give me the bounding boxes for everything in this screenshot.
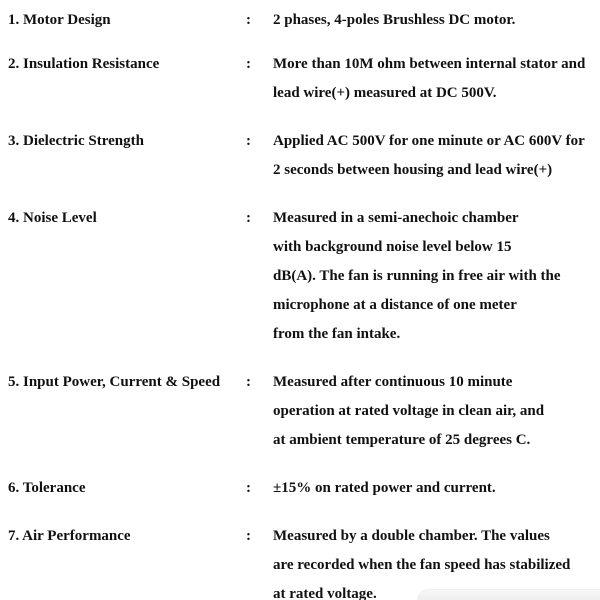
spec-line: with background noise level below 15	[273, 239, 512, 255]
spec-colon-separator: :	[246, 210, 251, 226]
spec-value	[273, 6, 600, 35]
spec-label: 4. Noise Level	[8, 210, 97, 226]
spec-value	[273, 127, 600, 185]
spec-colon-separator: :	[246, 374, 251, 390]
spec-colon-separator: :	[246, 56, 251, 72]
spec-label: 5. Input Power, Current & Speed	[8, 374, 221, 390]
clipped-tooltip-fragment	[417, 589, 600, 600]
spec-row	[8, 474, 600, 503]
spec-colon-separator: :	[246, 133, 251, 149]
spec-colon-separator: :	[246, 480, 251, 496]
spec-line: ±15% on rated power and current.	[273, 480, 496, 496]
spec-value	[273, 474, 600, 503]
spec-line: from the fan intake.	[273, 326, 401, 342]
spec-value	[273, 204, 600, 349]
spec-line: operation at rated voltage in clean air, and	[273, 403, 545, 419]
spec-row	[8, 127, 600, 185]
spec-row	[8, 6, 600, 35]
spec-line: Measured after continuous 10 minute	[273, 374, 513, 390]
spec-line: microphone at a distance of one meter	[273, 297, 517, 313]
spec-row	[8, 368, 600, 455]
spec-line: Applied AC 500V for one minute or AC 600V for	[273, 133, 585, 149]
spec-row	[8, 50, 600, 108]
spec-colon-separator: :	[246, 12, 251, 28]
spec-line: at ambient temperature of 25 degrees C.	[273, 432, 531, 448]
spec-line: dB(A). The fan is running in free air with the	[273, 268, 561, 284]
spec-value	[273, 368, 600, 455]
spec-line: at rated voltage.	[273, 586, 377, 600]
spec-line: lead wire(+) measured at DC 500V.	[273, 85, 497, 101]
spec-label: 7. Air Performance	[8, 528, 131, 544]
spec-row	[8, 204, 600, 349]
spec-line: 2 phases, 4-poles Brushless DC motor.	[273, 12, 516, 28]
spec-line: 2 seconds between housing and lead wire(+)	[273, 162, 553, 178]
spec-label: 3. Dielectric Strength	[8, 133, 144, 149]
spec-label: 2. Insulation Resistance	[8, 56, 160, 72]
spec-colon-separator: :	[246, 528, 251, 544]
spec-label: 1. Motor Design	[8, 12, 111, 28]
spec-line: Measured by a double chamber. The values	[273, 528, 550, 544]
spec-line: Measured in a semi-anechoic chamber	[273, 210, 519, 226]
spec-value	[273, 50, 600, 108]
spec-line: More than 10M ohm between internal stator and	[273, 56, 586, 72]
spec-label: 6. Tolerance	[8, 480, 86, 496]
spec-line: are recorded when the fan speed has stabilized	[273, 557, 571, 573]
